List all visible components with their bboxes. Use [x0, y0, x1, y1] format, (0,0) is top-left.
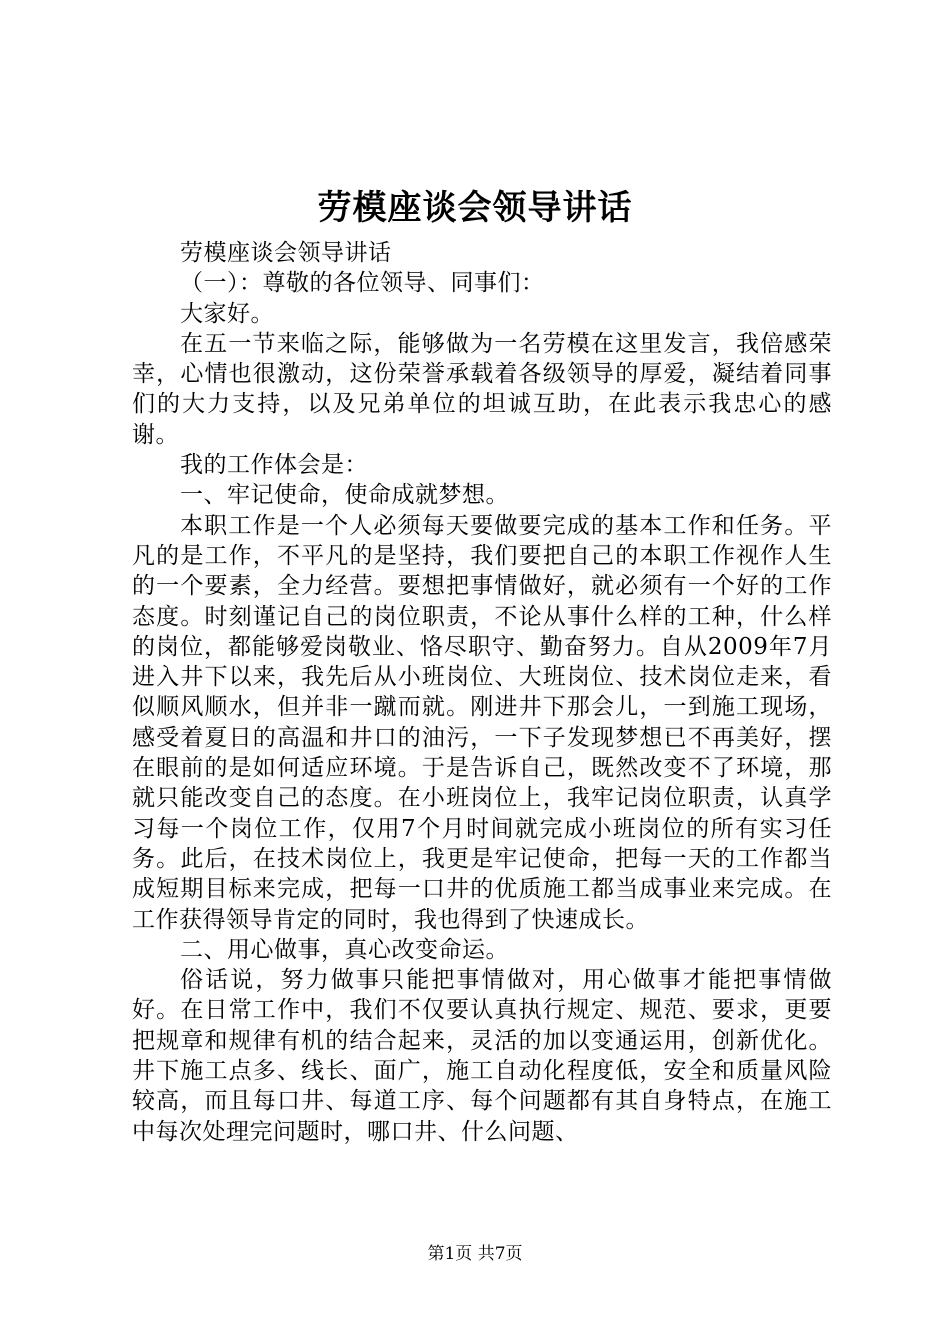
paragraph: 我的工作体会是： — [180, 452, 368, 479]
section-heading: 一、牢记使命，使命成就梦想。 — [180, 482, 509, 509]
paragraph: 劳模座谈会领导讲话 — [180, 240, 392, 266]
paragraph: 大家好。 — [180, 300, 274, 327]
paragraph: （一）：尊敬的各位领导、同事们： — [180, 270, 545, 297]
section-heading: 二、用心做事，真心改变命运。 — [180, 936, 509, 963]
paragraph: 俗话说，努力做事只能把事情做对，用心做事才能把事情做好。在日常工作中，我们不仅要认真执行规定、规范、要求，更要把规章和规律有机的结合起来，灵活的加以变通运用，创新优化。井下施工点多、线长、面广，施工自动化程度低，安全和质量风险较高，而且每口井、每道工序、每个问题都有其自身特点，在施工中每次处理完问题时，哪口井、什么问题、 — [132, 967, 832, 1145]
paragraph: 在五一节来临之际，能够做为一名劳模在这里发言，我倍感荣幸，心情也很激动，这份荣誉承载着各级领导的厚爱，凝结着同事们的大力支持，以及兄弟单位的坦诚互助，在此表示我忠心的感谢。 — [132, 330, 832, 448]
document-body — [132, 238, 832, 1147]
document-title: 劳模座谈会领导讲话 — [317, 188, 633, 228]
paragraph: 本职工作是一个人必须每天要做要完成的基本工作和任务。平凡的是工作，不平凡的是坚持，我们要把自己的本职工作视作人生的一个要素，全力经营。要想把事情做好，就必须有一个好的工作态度。时刻谨记自己的岗位职责，不论从事什么样的工种，什么样的岗位，都能够爱岗敬业、恪尽职守、勤奋努力。自从2009年7月进入井下以来，我先后从小班岗位、大班岗位、技术岗位走来，看似顺风顺水，但并非一蹴而就。刚进井下那会儿，一到施工现场，感受着夏日的高温和井口的油污，一下子发现梦想已不再美好，摆在眼前的是如何适应环境。于是告诉自己，既然改变不了环境，那就只能改变自己的态度。在小班岗位上，我牢记岗位职责，认真学习每一个岗位工作，仅用7个月时间就完成小班岗位的所有实习任务。此后，在技术岗位上，我更是牢记使命，把每一天的工作都当成短期目标来完成，把每一口井的优质施工都当成事业来完成。在工作获得领导肯定的同时，我也得到了快速成长。 — [132, 512, 832, 933]
page-number-footer: 第1页 共7页 — [427, 1244, 523, 1264]
